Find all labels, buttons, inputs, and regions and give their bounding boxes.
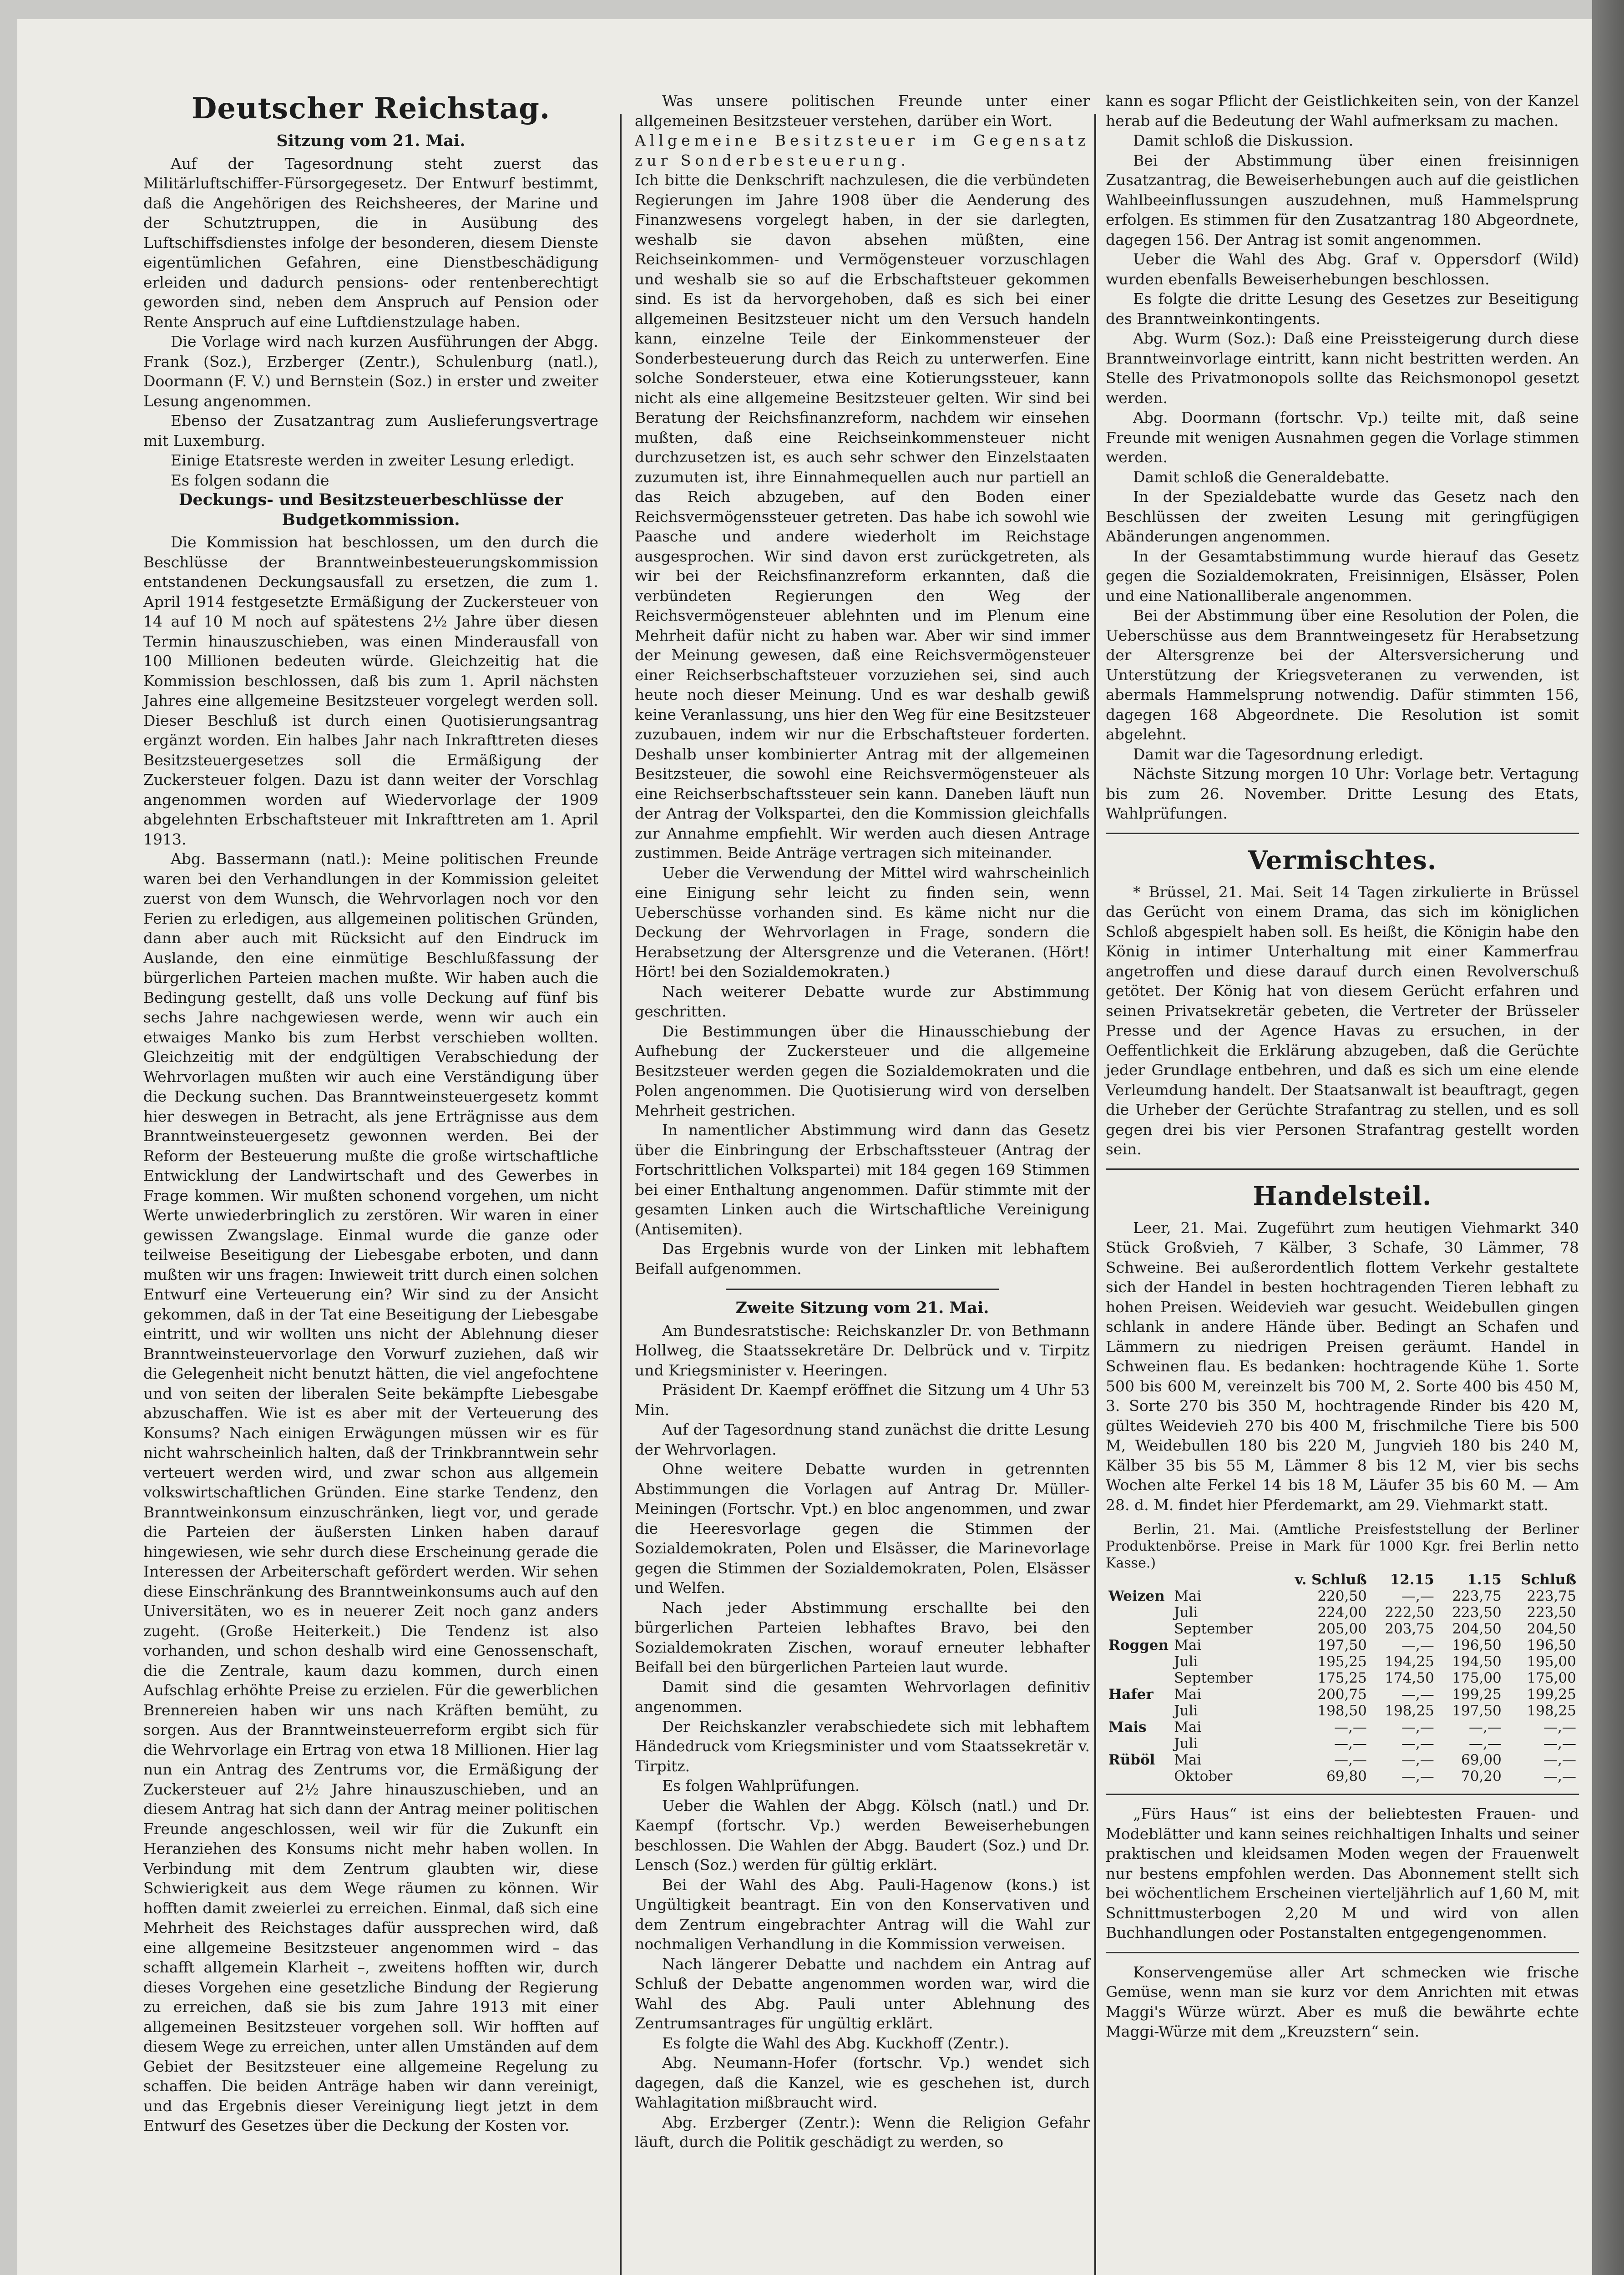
paragraph: Damit schloß die Generaldebatte. xyxy=(1133,468,1390,486)
table-cell: 199,25 xyxy=(1527,1686,1576,1703)
paragraph: Auf der Tagesordnung stand zunächst die dritte Lesung der Wehrvorlagen. xyxy=(635,1421,1090,1458)
market-header: Berlin, 21. Mai. (Amtliche Preisfeststellung der Berliner Produktenbörse. Preise in Mark für 1000 Kgr. frei Berlin netto Kasse.) xyxy=(1106,1522,1579,1571)
table-cell: September xyxy=(1174,1670,1253,1686)
table-cell: Mais xyxy=(1108,1719,1147,1735)
table-cell: Mai xyxy=(1174,1752,1202,1768)
paragraph: Ueber die Verwendung der Mittel wird wahrscheinlich eine Einigung sehr leicht zu finden sein, wenn Ueberschüsse vorhanden sind. Es käme nicht nur die Deckung der Wehrvorlagen in Frage, sondern die Herabsetzung der Altersgrenze und die Veteranen. (Hört! Hört! bei den Sozialdemokraten.) xyxy=(635,864,1090,981)
table-cell: 175,25 xyxy=(1317,1670,1367,1686)
table-cell xyxy=(1106,1653,1171,1670)
column-rule xyxy=(1094,114,1096,2275)
table-row xyxy=(1106,1653,1579,1670)
session-heading: Sitzung vom 21. Mai. xyxy=(276,131,465,150)
table-cell: 223,50 xyxy=(1527,1604,1576,1621)
paragraph: Was unsere politischen Freunde unter einer allgemeinen Besitzsteuer verstehen, darüber ein Wort. xyxy=(635,92,1090,130)
table-row xyxy=(1106,1686,1579,1703)
paragraph: Nach jeder Abstimmung erschallte bei den bürgerlichen Parteien lebhaftes Bravo, bei den Sozialdemokraten Zischen, worauf erneuter lebhafter Beifall bei den bürgerlichen Parteien laut wurde. xyxy=(635,1598,1090,1676)
table-header-cell: v. Schluß xyxy=(1295,1572,1367,1588)
table-cell xyxy=(1106,1768,1171,1785)
table-header-cell: 1.15 xyxy=(1467,1572,1502,1588)
divider xyxy=(1106,1794,1579,1795)
table-cell: Hafer xyxy=(1108,1686,1153,1703)
table-cell: 223,75 xyxy=(1527,1588,1576,1604)
table-cell: —,— xyxy=(1334,1719,1367,1735)
table-cell xyxy=(1106,1735,1171,1752)
table-cell xyxy=(1106,1621,1171,1637)
paragraph: Ueber die Wahlen der Abgg. Kölsch (natl.) und Dr. Kaempf (fortschr. Vp.) werden Beweiserhebungen beschlossen. Die Wahlen der Abgg. Baudert (Soz.) und Dr. Lensch (Soz.) werden für gültig erklärt. xyxy=(635,1796,1090,1874)
table-cell xyxy=(1106,1670,1171,1686)
paragraph: Am Bundesratstische: Reichskanzler Dr. von Bethmann Hollweg, die Staatssekretäre Dr. Delbrück und v. Tirpitz und Kriegsminister v. Heeringen. xyxy=(635,1321,1090,1379)
paragraph: kann es sogar Pflicht der Geistlichkeiten sein, von der Kanzel herab auf die Bedeutung der Wahl aufmerksam zu machen. xyxy=(1106,92,1579,130)
section-title: Deutscher Reichstag. xyxy=(191,91,551,126)
table-cell: Rüböl xyxy=(1108,1752,1155,1768)
paragraph: Nach längerer Debatte und nachdem ein Antrag auf Schluß der Debatte angenommen worden war, wird die Wahl des Abg. Pauli unter Ablehnung des Zentrumsantrages für ungültig erklärt. xyxy=(635,1955,1090,2032)
paragraph: Die Kommission hat beschlossen, um den durch die Beschlüsse der Branntweinbesteuerungskommission entstandenen Deckungsausfall zu ersetzen, die zum 1. April 1914 festgesetzte Ermäßigung der Zuckersteuer von 14 auf 10 M noch auf spätestens 2½ Jahre über diesen Termin hinauszuschieben, was einen Minderausfall von 100 Millionen bedeuten würde. Gleichzeitig hat die Kommission beschlossen, daß bis zum 1. April nächsten Jahres eine allgemeine Besitzsteuer vorgelegt werden soll. Dieser Beschluß ist durch einen Quotisierungsantrag ergänzt worden. Ein halbes Jahr nach Inkrafttreten dieses Besitzsteuergesetzes soll die Ermäßigung der Zuckersteuer folgen. Dazu ist dann weiter der Vorschlag angenommen worden auf Wiedervorlage der 1909 abgelehnten Erbschaftsteuer mit Inkrafttreten am 1. April 1913. xyxy=(143,533,598,848)
table-cell: 199,25 xyxy=(1452,1686,1502,1703)
paragraph: Es folgen Wahlprüfungen. xyxy=(662,1777,860,1795)
table-cell: Mai xyxy=(1174,1637,1202,1653)
divider xyxy=(1106,1952,1579,1953)
table-cell: Roggen xyxy=(1108,1637,1169,1653)
table-row xyxy=(1106,1735,1579,1752)
table-cell: —,— xyxy=(1401,1588,1434,1604)
table-cell: 70,20 xyxy=(1461,1768,1502,1785)
table-cell: 196,50 xyxy=(1527,1637,1576,1653)
table-cell: 203,75 xyxy=(1385,1621,1434,1637)
table-cell xyxy=(1106,1703,1171,1719)
table-cell: Juli xyxy=(1174,1735,1198,1752)
table-cell: —,— xyxy=(1401,1719,1434,1735)
paragraph: In der Gesamtabstimmung wurde hierauf das Gesetz gegen die Sozialdemokraten, Freisinnigen, Elsässer, Polen und eine Nationalliberale angenommen. xyxy=(1106,547,1579,605)
table-header xyxy=(1106,1572,1579,1588)
paragraph: Es folgte die dritte Lesung des Gesetzes zur Beseitigung des Branntweinkontingents. xyxy=(1106,290,1579,328)
paragraph: Es folgte die Wahl des Abg. Kuckhoff (Zentr.). xyxy=(662,2034,1009,2052)
paragraph: Einige Etatsreste werden in zweiter Lesung erledigt. xyxy=(171,451,575,469)
table-cell: 175,00 xyxy=(1452,1670,1502,1686)
table-cell: 194,25 xyxy=(1385,1653,1434,1670)
table-cell: 204,50 xyxy=(1527,1621,1576,1637)
table-cell: —,— xyxy=(1468,1735,1502,1752)
page-edge xyxy=(1592,0,1624,2275)
paragraph: Ohne weitere Debatte wurden in getrennten Abstimmungen die Vorlagen auf Antrag Dr. Müller-Meiningen (Fortschr. Vpt.) en bloc angenommen, und zwar die Heeresvorlage gegen die Stimmen der Sozialdemokraten, Polen und Elsässer, die Marinevorlage gegen die Stimmen der Sozialdemokraten, Polen, Elsässer und Welfen. xyxy=(635,1460,1090,1597)
section-title: Handelsteil. xyxy=(1253,1181,1432,1211)
paragraph: Auf der Tagesordnung steht zuerst das Militärluftschiffer-Fürsorgegesetz. Der Entwurf bestimmt, daß die Angehörigen des Reichsheeres, der Marine und der Schutztruppen, die in Ausübung des Luftschiffsdienstes infolge der besonderen, diesem Dienste eigentümlichen Gefahren, eine Dienstbeschädigung erleiden und dadurch pensions- oder rentenberechtigt geworden sind, neben dem Anspruch auf Pension oder Rente Anspruch auf eine Luftdienstzulage haben. xyxy=(143,154,598,331)
table-cell: 175,00 xyxy=(1527,1670,1576,1686)
paragraph: Abg. Doormann (fortschr. Vp.) teilte mit, daß seine Freunde mit wenigen Ausnahmen gegen die Vorlage stimmen werden. xyxy=(1106,409,1579,466)
paragraph: Nach weiterer Debatte wurde zur Abstimmung geschritten. xyxy=(635,982,1090,1020)
table-cell: 197,50 xyxy=(1452,1703,1502,1719)
table-cell: Juli xyxy=(1174,1703,1198,1719)
paragraph: Damit sind die gesamten Wehrvorlagen definitiv angenommen. xyxy=(635,1678,1090,1715)
table-cell: —,— xyxy=(1401,1768,1434,1785)
paragraph: Die Bestimmungen über die Hinausschiebung der Aufhebung der Zuckersteuer und die allgemeine Besitzsteuer werden gegen die Sozialdemokraten und die Polen angenommen. Die Quotisierung wird von derselben Mehrheit gestrichen. xyxy=(635,1022,1090,1119)
table-cell: 196,50 xyxy=(1452,1637,1502,1653)
table-cell: 198,25 xyxy=(1527,1703,1576,1719)
table-cell xyxy=(1106,1604,1171,1621)
table-cell: Mai xyxy=(1174,1719,1202,1735)
table-cell: —,— xyxy=(1401,1735,1434,1752)
table-cell: 223,50 xyxy=(1452,1604,1502,1621)
advertisement: „Fürs Haus“ ist eins der beliebtesten Frauen- und Modeblätter und kann seines reichhaltigen Inhalts und seiner praktischen und kleidsamen Moden wegen der Frauenwelt nur bestens empfohlen werden. Das Abonnement stellt sich bei wöchentlichem Erscheinen vierteljährlich auf 1,60 M, mit Schnittmusterbogen 2,20 M und wird von allen Buchhandlungen oder Postanstalten entgegengenommen. xyxy=(1106,1805,1579,1941)
table-cell: —,— xyxy=(1543,1768,1576,1785)
table-cell: Juli xyxy=(1174,1604,1198,1621)
table-header-cell xyxy=(1106,1572,1171,1588)
table-cell: —,— xyxy=(1334,1735,1367,1752)
table-cell: 194,50 xyxy=(1452,1653,1502,1670)
table-row xyxy=(1106,1588,1579,1604)
table-cell: —,— xyxy=(1543,1752,1576,1768)
table-header-cell: Schluß xyxy=(1521,1572,1576,1588)
paragraph: In namentlicher Abstimmung wird dann das Gesetz über die Einbringung der Erbschaftssteuer (Antrag der Fortschrittlichen Volkspartei) mit 184 gegen 169 Stimmen bei einer Enthaltung angenommen. Dafür stimmte mit der gesamten Linken auch die Wirtschaftliche Vereinigung (Antisemiten). xyxy=(635,1121,1090,1238)
advertisement: Konservengemüse aller Art schmecken wie frische Gemüse, wenn man sie kurz vor dem Anrichten mit etwas Maggi's Würze würzt. Aber es muß die bewährte echte Maggi-Würze mit dem „Kreuzstern“ sein. xyxy=(1106,1963,1579,2040)
table-row xyxy=(1106,1719,1579,1735)
table-cell: 195,25 xyxy=(1317,1653,1367,1670)
paragraph: Ebenso der Zusatzantrag zum Auslieferungsvertrage mit Luxemburg. xyxy=(143,412,598,450)
table-cell: —,— xyxy=(1543,1719,1576,1735)
column-rule xyxy=(620,114,622,2275)
table-cell: Oktober xyxy=(1174,1768,1233,1785)
table-cell: Weizen xyxy=(1108,1588,1165,1604)
table-cell: 222,50 xyxy=(1385,1604,1434,1621)
paragraph: Die Vorlage wird nach kurzen Ausführungen der Abgg. Frank (Soz.), Erzberger (Zentr.), Schulenburg (natl.), Doormann (F. V.) und Bernstein (Soz.) in erster und zweiter Lesung angenommen. xyxy=(143,333,598,410)
table-row xyxy=(1106,1703,1579,1719)
table-header-cell xyxy=(1171,1572,1275,1588)
divider xyxy=(1106,833,1579,834)
table-cell: —,— xyxy=(1401,1686,1434,1703)
subheading: Deckungs- und Besitzsteuerbeschlüsse der Budgetkommission. xyxy=(179,490,563,529)
paragraph: Der Reichskanzler verabschiedete sich mit lebhaftem Händedruck vom Kriegsminister und vom Staatssekretär v. Tirpitz. xyxy=(635,1717,1090,1775)
table-row xyxy=(1106,1621,1579,1637)
section-title: Vermischtes. xyxy=(1248,845,1437,875)
table-cell: 174,50 xyxy=(1385,1670,1434,1686)
table-row xyxy=(1106,1752,1579,1768)
paragraph: Abg. Bassermann (natl.): Meine politischen Freunde waren bei den Verhandlungen in der Kommission geleitet zuerst von dem Wunsch, die Wehrvorlagen noch vor den Ferien zu erledigen, aus allgemeinen politischen Gründen, dann aber auch mit Rücksicht auf den Eindruck im Auslande, den eine einmütige Beschlußfassung der bürgerlichen Parteien machen mußte. Wir haben auch die Bedingung gestellt, daß uns volle Deckung auf fünf bis sechs Jahre nachgewiesen werde, wenn wir auch ein etwaiges Manko bis zum Herbst verschieben wollten. Gleichzeitig mit der endgültigen Verabschiedung der Wehrvorlagen mußten wir auch eine Verständigung über die Deckung suchen. Das Branntweinsteuergesetz kommt hier deswegen in Betracht, als jene Erträgnisse aus dem Branntweinsteuergesetz gewonnen werden. Bei der Reform der Besteuerung mußte die große wirtschaftliche Entwicklung der Landwirtschaft und des Gewerbes in Frage kommen. Wir mußten schonend vorgehen, um nicht Werte unwiederbringlich zu zerstören. Wir waren in einer gewissen Zwangslage. Einmal wurde die ganze oder teilweise Beseitigung der Liebesgabe erboten, und dann mußten wir uns fragen: Inwieweit tritt durch einen solchen Entwurf eine Verteuerung ein? Wir sind zu der Ansicht gekommen, daß in der Tat eine Beseitigung der Liebesgabe eintritt, und wir wollten uns nicht der Ablehnung dieser Branntweinsteuervorlage den Vorwurf zuziehen, daß wir die Gelegenheit nicht benutzt hätten, die viel angefochtene und von seiten der liberalen Seite bekämpfte Liebesgabe abzuschaffen. Wie ist es aber mit der Verteuerung des Konsums? Nach einigen Erwägungen müssen wir es für nicht wahrscheinlich halten, daß der Trinkbranntwein sehr verteuert werden wird, und zwar schon aus allgemein volkswirtschaftlichen Gründen. Eine starke Tendenz, den Branntweinkonsum einzuschränken, liegt vor, und gerade die Parteien der äußersten Linken haben darauf hingewiesen, wie sehr durch diese Erscheinung gerade die Interessen der Arbeiterschaft gefördert werden. Wir sehen diese Einschränkung des Branntweinkonsums auch auf den Universitäten, wo es in neuerer Zeit noch ganz anders zugeht. (Große Heiterkeit.) Die Tendenz ist also vorhanden, und schon deshalb wird eine Genossenschaft, die die Zentrale, kaum dazu kommen, durch einen Aufschlag erhöhte Preise zu erzielen. Für die gewerblichen Brennereien haben wir uns nach Kräften bemüht, zu sorgen. Aus der Branntweinsteuerreform ergibt sich für die Wehrvorlage ein Ertrag von etwa 18 Millionen. Hier lag nun ein Antrag des Zentrums vor, die Ermäßigung der Zuckersteuer auf 2½ Jahre hinauszuschieben, und an diesem Antrag hat sich dann der Antrag meiner politischen Freunde angeschlossen, weil wir für die Zukunft ein Heranziehen des Konsums nicht mehr haben wollen. In Verbindung mit dem Zentrum glaubten wir, diese Schwierigkeit aus dem Wege räumen zu können. Wir hofften damit zweierlei zu erreichen. Einmal, daß sich eine Mehrheit des Reichstages dafür aussprechen wird, daß eine allgemeine Besitzsteuer angenommen wird – das schafft allgemein Klarheit –, zweitens hofften wir, durch dieses Vorgehen eine gesetzliche Bindung der Regierung zu erreichen, daß sie bis zum Jahre 1913 mit einer allgemeinen Besitzsteuer vorgehen soll. Wir hofften auf diesem Wege zu erreichen, unter allen Umständen auf dem Gebiet der Besitzsteuer eine allgemeine Regelung zu schaffen. Die beiden Anträge haben wir dann vereinigt, und das Ergebnis dieser Vereinigung liegt jetzt in dem Entwurf des Gesetzes über die Deckung der Kosten vor. xyxy=(143,850,598,2134)
session-heading: Zweite Sitzung vom 21. Mai. xyxy=(735,1299,989,1317)
paragraph: Präsident Dr. Kaempf eröffnet die Sitzung um 4 Uhr 53 Min. xyxy=(635,1381,1090,1419)
paragraph: Abg. Wurm (Soz.): Daß eine Preissteigerung durch diese Branntweinvorlage eintritt, kann nicht bestritten werden. An Stelle des Privatmonopols sollte das Reichsmonopol gesetzt werden. xyxy=(1106,329,1579,407)
table-cell: 69,00 xyxy=(1461,1752,1502,1768)
column-3 xyxy=(1106,91,1579,2042)
paragraph: Nächste Sitzung morgen 10 Uhr: Vorlage betr. Vertagung bis zum 26. November. Dritte Lesung des Etats, Wahlprüfungen. xyxy=(1106,765,1579,822)
table-row xyxy=(1106,1637,1579,1653)
table-cell: 197,50 xyxy=(1317,1637,1367,1653)
column-2 xyxy=(635,91,1090,2152)
table-cell: 198,50 xyxy=(1317,1703,1367,1719)
table-cell: 195,00 xyxy=(1527,1653,1576,1670)
table-cell: 69,80 xyxy=(1326,1768,1367,1785)
table-row xyxy=(1106,1670,1579,1686)
table-cell: Mai xyxy=(1174,1686,1202,1703)
table-cell: 220,50 xyxy=(1317,1588,1367,1604)
paragraph: Abg. Neumann-Hofer (fortschr. Vp.) wendet sich dagegen, daß die Kanzel, wie es geschehen ist, durch Wahlagitation mißbraucht wird. xyxy=(635,2054,1090,2111)
paragraph: In der Spezialdebatte wurde das Gesetz nach den Beschlüssen der zweiten Lesung mit geringfügigen Abänderungen angenommen. xyxy=(1106,488,1579,545)
table-cell: 204,50 xyxy=(1452,1621,1502,1637)
table-cell: 224,00 xyxy=(1317,1604,1367,1621)
table-cell: —,— xyxy=(1543,1735,1576,1752)
paragraph: Ueber die Wahl des Abg. Graf v. Oppersdorf (Wild) wurden ebenfalls Beweiserhebungen beschlossen. xyxy=(1106,250,1579,288)
paragraph: * Brüssel, 21. Mai. Seit 14 Tagen zirkulierte in Brüssel das Gerücht von einem Drama, das sich im königlichen Schloß abgespielt haben soll. Es heißt, die Königin habe den König in intimer Unterhaltung mit einer Kammerfrau angetroffen und diese darauf durch einen Revolverschuß getötet. Der König hat von diesem Gerücht erfahren und seinen Privatsekretär gebeten, die Vertreter der Brüsseler Presse und der Agence Havas zu ersuchen, in der Oeffentlichkeit die Erklärung abzugeben, daß die Gerüchte jeder Grundlage entbehren, und daß es sich um eine elende Verleumdung handelt. Der Staatsanwalt ist beauftragt, gegen die Urheber der Gerüchte Strafantrag zu stellen, und es soll gegen drei bis vier Personen Strafantrag gestellt worden sein. xyxy=(1106,883,1579,1158)
paragraph: Leer, 21. Mai. Zugeführt zum heutigen Viehmarkt 340 Stück Großvieh, 7 Kälber, 3 Schafe, 30 Lämmer, 78 Schweine. Bei außerordentlich flottem Verkehr gestaltete sich der Handel in besten hochtragenden Tieren lebhaft zu hohen Preisen. Weidevieh war gesucht. Weidebullen gingen schlank in andere Hände über. Bedingt an Schafen und Lämmern zu niedrigen Preisen geräumt. Handel in Schweinen flau. Es bedanken: hochtragende Kühe 1. Sorte 500 bis 600 M, vereinzelt bis 700 M, 2. Sorte 400 bis 450 M, 3. Sorte 270 bis 350 M, hochtragende Rinder bis 420 M, gültes Weidevieh 270 bis 400 M, frischmilche Tiere bis 500 M, Weidebullen 180 bis 220 M, Jungvieh 180 bis 240 M, Kälber 35 bis 55 M, Lämmer 8 bis 12 M, vier bis sechs Wochen alte Ferkel 14 bis 18 M, Läufer 35 bis 60 M. — Am 28. d. M. findet hier Pferdemarkt, am 29. Viehmarkt statt. xyxy=(1106,1218,1579,1514)
table-cell: 223,75 xyxy=(1452,1588,1502,1604)
column-1 xyxy=(143,91,598,2136)
table-cell: September xyxy=(1174,1621,1253,1637)
table-header-cell: 12.15 xyxy=(1390,1572,1434,1588)
paragraph: Damit war die Tagesordnung erledigt. xyxy=(1133,745,1424,763)
divider xyxy=(1106,1168,1579,1170)
divider xyxy=(726,1289,999,1290)
table-cell: —,— xyxy=(1334,1752,1367,1768)
spaced-paragraph: Allgemeine Besitzsteuer im Gegensatz zur Sonderbesteuerung. xyxy=(635,131,1090,169)
paragraph: Es folgen sodann die xyxy=(171,471,329,489)
paragraph: Abg. Erzberger (Zentr.): Wenn die Religion Gefahr läuft, durch die Politik geschädigt zu werden, so xyxy=(635,2113,1090,2151)
paragraph: Ich bitte die Denkschrift nachzulesen, die die verbündeten Regierungen im Jahre 1908 über die Aenderung des Finanzwesens vorgelegt haben, in der sie darlegten, weshalb sie davon absehen müßten, eine Reichseinkommen- und Vermögensteuer vorzuschlagen und weshalb sie so auf die Erbschaftsteuer gekommen sind. Es ist da hervorgehoben, daß es sich bei einer allgemeinen Besitzsteuer nicht um den Versuch handeln kann, einzelne Teile der Einkommensteuer der Sonderbesteuerung durch das Reich zu unterwerfen. Eine solche Sondersteuer, etwa eine Kotierungssteuer, kann nicht als eine allgemeine Besitzsteuer gelten. Wir sind bei Beratung der Reichsfinanzreform, nachdem wir einsehen mußten, daß eine Reichseinkommensteuer nicht durchzusetzen ist, es auch sehr schwer den Einzelstaaten zuzumuten ist, ihre Einnahmequellen auch nur partiell an das Reich abzugeben, auf den Boden einer Reichsvermögenssteuer getreten. Das habe ich sowohl wie Paasche und andere wiederholt im Reichstage ausgesprochen. Wir sind davon erst zurückgetreten, als wir bei der Reichsfinanzreform erkannten, daß die verbündeten Regierungen den Weg der Reichsvermögensteuer ablehnten und im Plenum eine Mehrheit dafür nicht zu haben war. Aber wir sind immer der Meinung gewesen, daß eine Reichsvermögensteuer einer Reichserbschaftsteuer vorzuziehen sei, sind auch heute noch dieser Meinung. Und es war deshalb gewiß keine Veranlassung, uns hier den Weg für eine Besitzsteuer zuzubauen, indem wir nur die Erbschaftsteuer forderten. Deshalb unser kombinierter Antrag mit der allgemeinen Besitzsteuer, die sowohl eine Reichsvermögensteuer als eine Reichserbschaftssteuer sein kann. Daneben läuft nun der Antrag der Volkspartei, den die Kommission gleichfalls zur Annahme empfiehlt. Wir werden auch diesen Antrage zustimmen. Beide Anträge vertragen sich miteinander. xyxy=(635,171,1090,862)
table-cell: —,— xyxy=(1401,1752,1434,1768)
paragraph: Bei der Abstimmung über einen freisinnigen Zusatzantrag, die Beweiserhebungen auch auf die geistlichen Wahlbeeinflussungen auszudehnen, muß Hammelsprung erfolgen. Es stimmen für den Zusatzantrag 180 Abgeordnete, dagegen 156. Der Antrag ist somit angenommen. xyxy=(1106,151,1579,248)
table-row xyxy=(1106,1604,1579,1621)
paragraph: Damit schloß die Diskussion. xyxy=(1133,131,1354,149)
paragraph: Bei der Abstimmung über eine Resolution der Polen, die Ueberschüsse aus dem Branntweingesetz für Herabsetzung der Altersgrenze bei der Altersversicherung und Unterstützung der Kriegsveteranen zu verwenden, ist abermals Hammelsprung notwendig. Dafür stimmten 156, dagegen 168 Abgeordnete. Die Resolution ist somit abgelehnt. xyxy=(1106,607,1579,743)
table-cell: —,— xyxy=(1401,1637,1434,1653)
table-cell: 205,00 xyxy=(1317,1621,1367,1637)
table-cell: Juli xyxy=(1174,1653,1198,1670)
table-cell: Mai xyxy=(1174,1588,1202,1604)
table-cell: 200,75 xyxy=(1317,1686,1367,1703)
paragraph: Das Ergebnis wurde von der Linken mit lebhaftem Beifall aufgenommen. xyxy=(635,1240,1090,1278)
price-table xyxy=(1106,1572,1579,1785)
table-cell: —,— xyxy=(1468,1719,1502,1735)
paragraph: Bei der Wahl des Abg. Pauli-Hagenow (kons.) ist Ungültigkeit beantragt. Ein von den Konservativen und dem Zentrum eingebrachter Antrag will die Wahl zur nochmaligen Verhandlung in die Kommission verweisen. xyxy=(635,1876,1090,1953)
table-row xyxy=(1106,1768,1579,1785)
table-cell: 198,25 xyxy=(1385,1703,1434,1719)
